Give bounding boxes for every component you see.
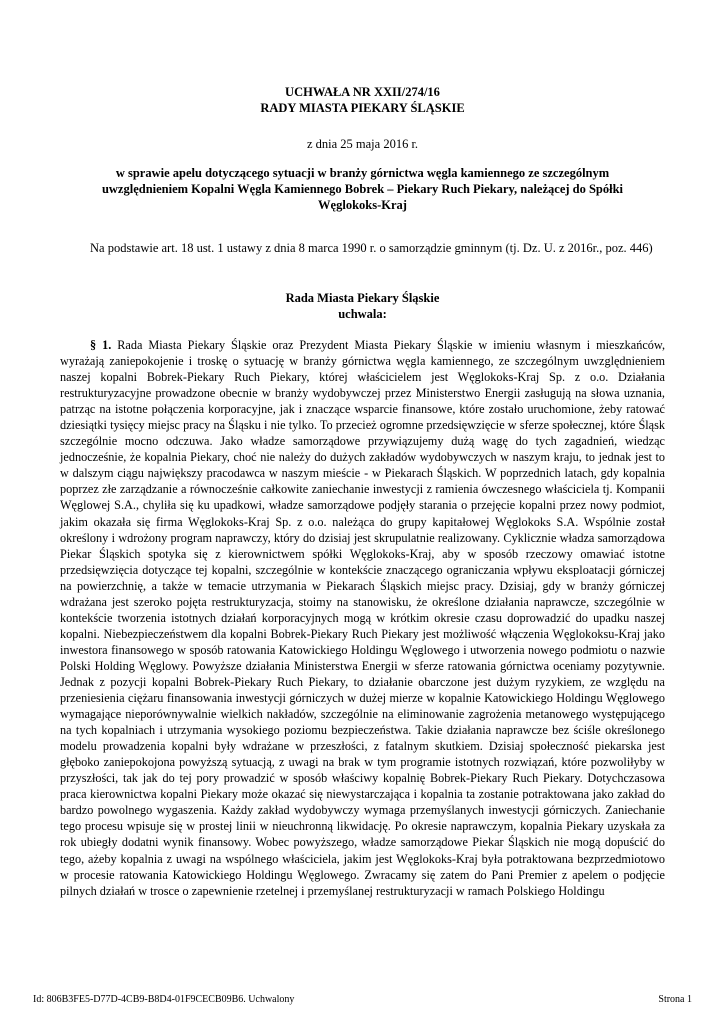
legal-basis: Na podstawie art. 18 ust. 1 ustawy z dnia 8 marca 1990 r. o samorządzie gminnym (tj. Dz. U. z 2016r., poz. 446)	[90, 241, 653, 255]
section-1-paragraph	[60, 337, 665, 899]
council-heading: Rada Miasta Piekary Śląskie	[285, 291, 440, 305]
resolution-date: z dnia 25 maja 2016 r.	[306, 137, 419, 151]
resolution-subject: w sprawie apelu dotyczącego sytuacji w branży górnictwa węgla kamiennego ze szczególnym uwzględnieniem Kopalni Węgla Kamiennego Bobrek – Piekary Ruch Piekary, należącej do Spółki Węglokoks-Kraj	[101, 166, 624, 212]
resolution-number: UCHWAŁA NR XXII/274/16	[285, 85, 440, 99]
section-marker: § 1.	[90, 338, 112, 352]
section-1-text: Rada Miasta Piekary Śląskie oraz Prezydent Miasta Piekary Śląskie w imieniu własnym i mieszkańców, wyrażają zaniepokojenie i troskę o sytuację w branży górnictwa węgla kamiennego, ze szczególnym uwzględnieniem naszej kopalni Bobrek-Piekary Ruch Piekary, której właścicielem jest Węglokoks-Kraj Sp. z o.o. Działania restrukturyzacyjne prowadzone obecnie w branży wydobywczej przez Ministerstwo Energii zasługują na słowa uznania, patrząc na istotne połączenia korporacyjne, jak i znaczące wsparcie finansowe, które zostało uruchomione, żeby ratować dziesiątki tysięcy miejsc pracy na Śląsku i nie tylko. To przecież ogromne przedsięwzięcie w sferze społecznej, które Śląsk szczególnie mocno odczuwa. Jako władze samorządowe przywiązujemy dużą wagę do tych zagadnień, wiedząc jednocześnie, że kopalnia Piekary, choć nie należy do dużych zakładów wydobywczych w naszym kraju, to jednak jest to w dalszym ciągu największy pracodawca w naszym mieście - w Piekarach Śląskich. W poprzednich latach, gdy kopalnia poprzez złe zarządzanie a równocześnie całkowite zaniechanie inwestycji z ramienia ówczesnego właściciela tj. Kompanii Węglowej S.A., chyliła się ku upadkowi, władze samorządowe podjęły starania o przejęcie kopalni przez nowy podmiot, jakim okazała się firma Węglokoks-Kraj Sp. z o.o. należąca do grupy kapitałowej Węglokoks S.A. Wspólnie został określony i wdrożony program naprawczy, który do dzisiaj jest skrupulatnie realizowany. Cyklicznie władza samorządowa Piekar Śląskich spotyka się z kierownictwem spółki Węglokoks-Kraj, aby w sposób rzeczowy omawiać istotne przedsięwzięcia dotyczące tej kopalni, szczególnie w kontekście znaczącego ograniczania wpływu eksploatacji górniczej na powierzchnię, a także w temacie utrzymania w Piekarach Śląskich miejsc pracy. Dzisiaj, gdy w branży górniczej wdrażana jest szeroko pojęta restrukturyzacja, stoimy na stanowisku, że określone działania naprawcze, szczególnie w kontekście tworzenia istotnych działań korporacyjnych mogą w krótkim okresie czasu doprowadzić do upadku naszej kopalni. Niebezpieczeństwem dla kopalni Bobrek-Piekary Ruch Piekary jest możliwość włączenia Węglokoksu-Kraj jako inwestora finansowego w sposób ratowania Katowickiego Holdingu Węglowego i utworzenia nowego podmiotu o nazwie Polski Holding Węglowy. Powyższe działania Ministerstwa Energii w sferze ratowania górnictwa oceniamy pozytywnie. Jednak z pozycji kopalni Bobrek-Piekary Ruch Piekary, to działanie obarczone jest dużym ryzykiem, ze względu na przeniesienia ciężaru finansowania inwestycji górniczych w dużej mierze w kopalnie Katowickiego Holdingu Węglowego wymagające nieporównywalnie wielkich nakładów, szczególnie na eliminowanie zagrożenia metanowego występującego na tych kopalniach i utrzymania wysokiego poziomu bezpieczeństwa. Takie działania naprawcze bez ściśle określonego modelu prowadzenia kopalni były wdrażane w przeszłości, z fatalnym skutkiem. Dzisiaj społeczność piekarska jest głęboko zaniepokojona powyższą sytuacją, z uwagi na brak w tym programie istotnych rozwiązań, które pozwoliłyby w przyszłości, tak jak do tej pory prowadzić w sposób właściwy kopalnię Bobrek-Piekary Ruch Piekary. Dotychczasowa praca kierownictwa kopalni Piekary może okazać się niewystarczająca i kopalnia ta zostanie potraktowana jako zakład do bardzo powolnego wygaszenia. Każdy zakład wydobywczy wymaga przemyślanych inwestycji górniczych. Zaniechanie tego procesu wpisuje się w prostej linii w nieuchronną likwidację. Po okresie naprawczym, kopalnia Piekary uzyskała za rok ubiegły dodatni wynik finansowy. Wobec powyższego, władze samorządowe Piekar Śląskich nie mogą dopuścić do tego, ażeby kopalnia z uwagi na wspólnego właściciela, jakim jest Węglokoks-Kraj była potraktowana bezprzedmiotowo w procesie ratowania Katowickiego Holdingu Węglowego. Zwracamy się zatem do Pani Premier z apelem o podjęcie pilnych działań w trosce o zapewnienie rzetelnej i przemyślanej restrukturyzacji w ramach Polskiego Holdingu	[60, 338, 666, 898]
resolves-heading: uchwala:	[338, 307, 387, 321]
page-number: Strona 1	[658, 994, 692, 1005]
document-id: Id: 806B3FE5-D77D-4CB9-B8D4-01F9CECB09B6. Uchwalony	[33, 994, 295, 1005]
council-name: RADY MIASTA PIEKARY ŚLĄSKIE	[260, 101, 465, 115]
